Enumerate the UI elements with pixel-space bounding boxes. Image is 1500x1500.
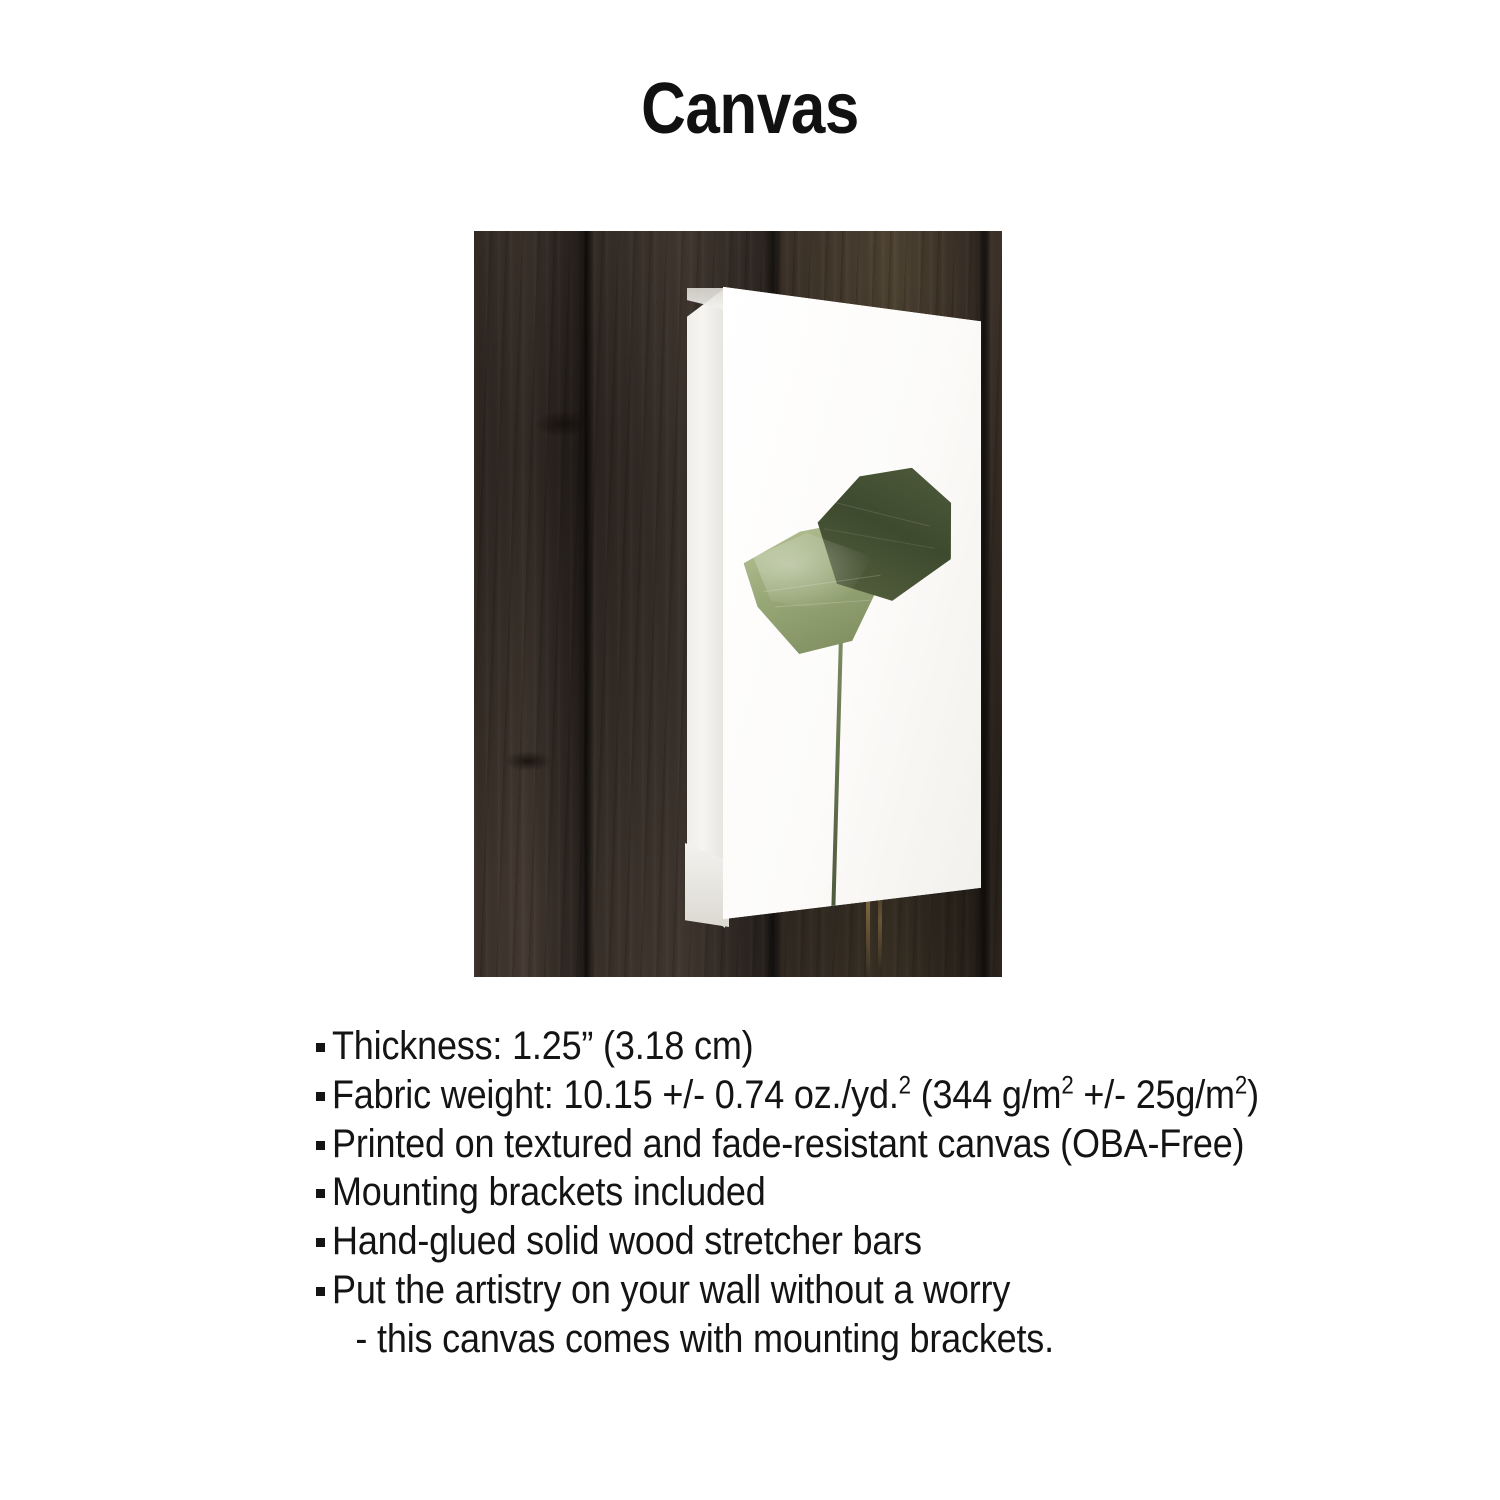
list-item-label: Put the artistry on your wall without a worry <box>332 1267 1011 1312</box>
bullet-icon <box>316 1043 325 1052</box>
leaf-stem <box>831 635 843 910</box>
wood-knot <box>504 751 552 771</box>
bullet-icon <box>316 1092 325 1101</box>
bullet-icon <box>316 1141 325 1150</box>
list-item-label: Hand-glued solid wood stretcher bars <box>332 1219 922 1264</box>
list-item <box>316 1071 1416 1120</box>
list-item <box>316 1217 1416 1266</box>
product-image <box>474 231 1002 977</box>
list-item <box>316 1120 1416 1169</box>
list-item-continuation-label: - this canvas comes with mounting brackets. <box>355 1316 1054 1361</box>
list-item <box>316 1022 1416 1071</box>
canvas-edge <box>687 288 725 928</box>
list-item-label: Mounting brackets included <box>332 1170 766 1215</box>
bullet-icon <box>316 1238 325 1247</box>
bullet-icon <box>316 1287 325 1296</box>
bullet-icon <box>316 1189 325 1198</box>
leaf-artwork <box>723 283 981 923</box>
spec-list <box>316 1022 1416 1364</box>
wood-knot <box>534 411 594 437</box>
list-item-label: Printed on textured and fade-resistant canvas (OBA-Free) <box>332 1121 1245 1166</box>
list-item <box>316 1266 1416 1315</box>
list-item-label: Thickness: 1.25” (3.18 cm) <box>332 1024 754 1068</box>
page-title: Canvas <box>641 69 859 149</box>
list-item-continuation <box>316 1315 1416 1364</box>
canvas-front-face <box>723 283 981 923</box>
list-item <box>316 1168 1416 1217</box>
list-item-label: Fabric weight: 10.15 +/- 0.74 oz./yd.$^2$ (344 $g/m^2$ +/- $25g/m^2$) <box>332 1072 1259 1117</box>
